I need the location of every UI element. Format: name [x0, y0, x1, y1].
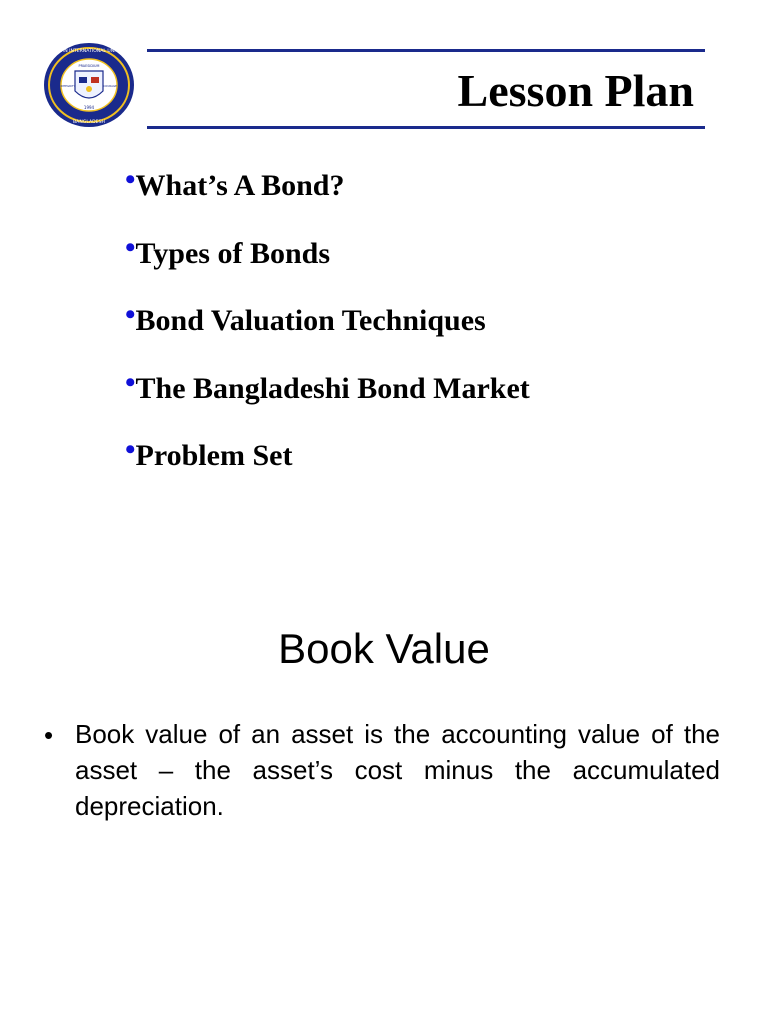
seal-ring-top-text: AMERICAN INTERNATIONAL UNIVERSITY — [43, 49, 135, 54]
title-rule-bottom — [147, 126, 705, 129]
bullet-icon: • — [125, 365, 136, 399]
bullet-icon: • — [125, 298, 136, 331]
list-item-label: Bond Valuation Techniques — [135, 304, 486, 337]
list-item-label: What’s A Bond? — [135, 169, 345, 202]
page-title: Lesson Plan — [457, 65, 694, 116]
seal-motto-left: INTEGRITY — [60, 84, 76, 88]
seal-year: 1994 — [83, 105, 95, 110]
list-item — [125, 230, 530, 274]
seal-motto-right: COURAGE — [103, 84, 117, 88]
section-title: Book Value — [278, 625, 490, 672]
seal-ring-bottom-text: BANGLADESH — [73, 120, 105, 125]
list-item — [125, 433, 530, 476]
lesson-plan-list — [125, 163, 530, 504]
university-seal-icon — [42, 41, 136, 129]
list-item-label: The Bangladeshi Bond Market — [135, 371, 530, 405]
list-item-label: Problem Set — [135, 439, 293, 472]
list-item — [125, 298, 530, 341]
bullet-icon: • — [125, 433, 136, 466]
definition-text: Book value of an asset is the accounting value of the asset – the asset’s cost minus the accumulated depreciation. — [75, 719, 720, 821]
list-item-label: Types of Bonds — [135, 236, 331, 270]
list-item — [125, 365, 530, 409]
title-rule-top — [147, 49, 705, 52]
bullet-icon: • — [125, 230, 136, 264]
bullet-icon: • — [125, 163, 136, 196]
seal-motto-top: PRAESIDIUM — [78, 64, 100, 68]
list-item — [125, 163, 530, 206]
bullet-icon: • — [44, 720, 54, 750]
